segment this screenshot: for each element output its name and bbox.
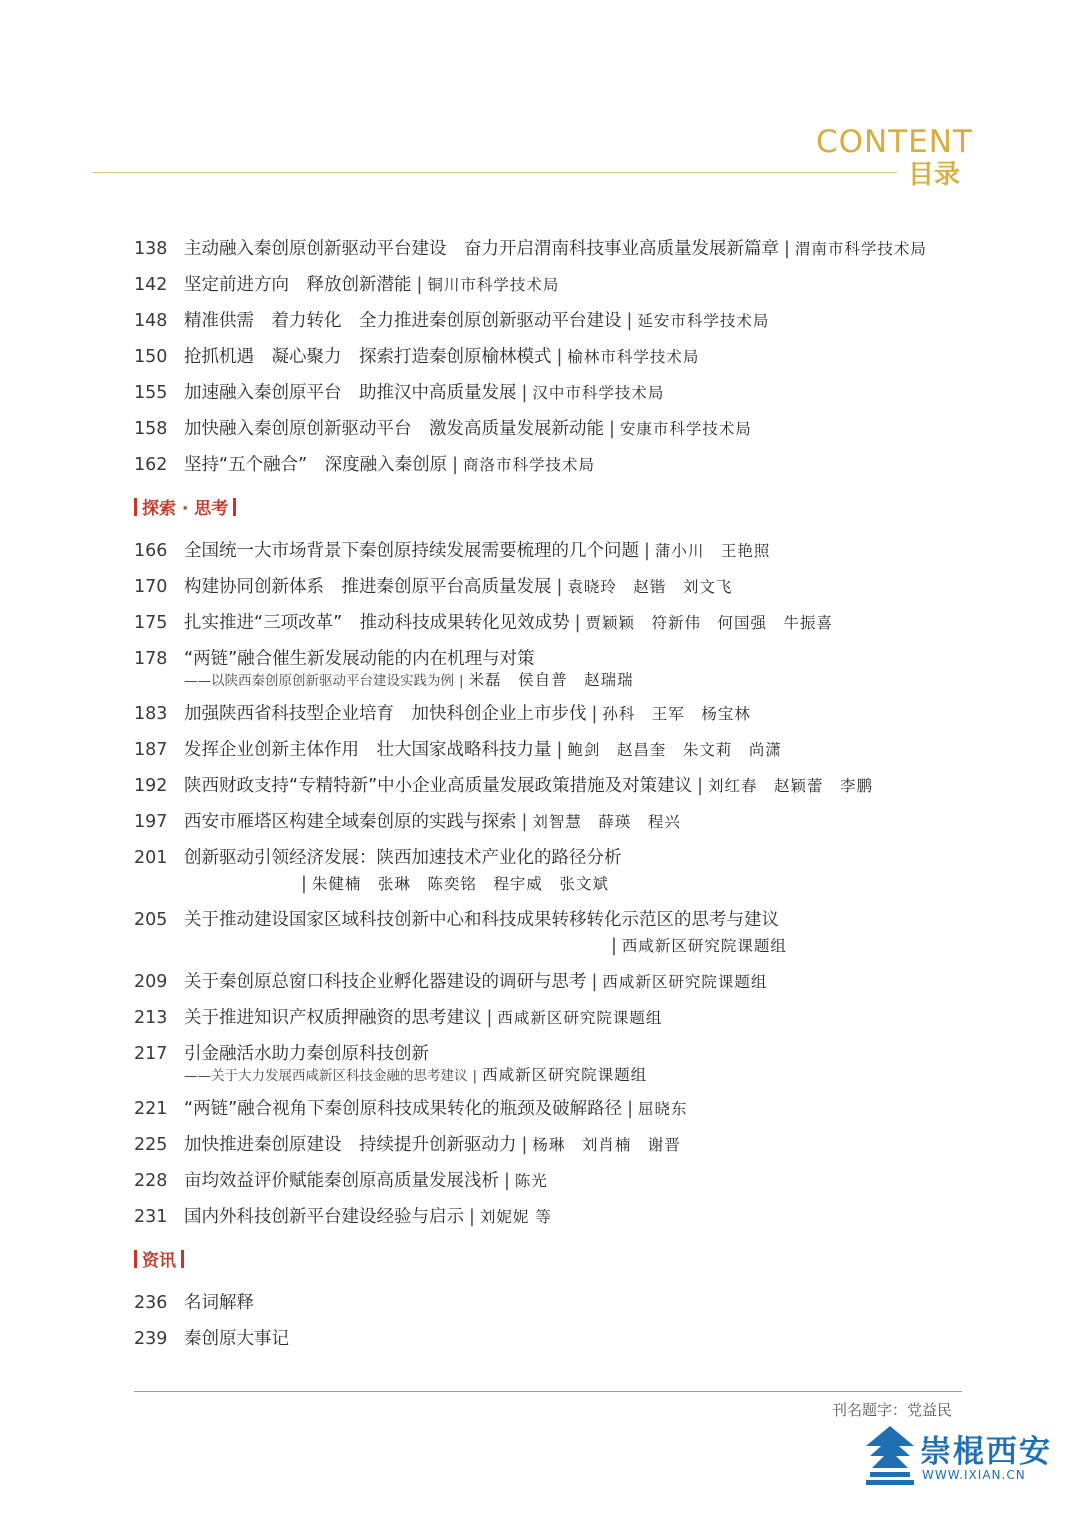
content-title: CONTENT xyxy=(816,124,973,160)
toc-entry[interactable] xyxy=(134,416,974,442)
entry-line xyxy=(184,845,974,871)
entry-line xyxy=(184,809,974,835)
entry-line xyxy=(184,969,974,995)
author-separator: | xyxy=(556,347,563,367)
page-number: 175 xyxy=(134,613,168,633)
article-title: 加强陕西省科技型企业培育 加快科创企业上市步伐 xyxy=(184,704,587,724)
entry-line xyxy=(184,773,974,799)
entry-line xyxy=(184,344,974,370)
toc-group-cities xyxy=(134,236,974,478)
toc-entry[interactable] xyxy=(134,1041,974,1086)
toc-entry[interactable] xyxy=(134,646,974,691)
entry-line xyxy=(184,737,974,763)
article-title: 加快融入秦创原创新驱动平台 激发高质量发展新动能 xyxy=(184,419,604,439)
page-number: 236 xyxy=(134,1293,168,1313)
author-separator: | xyxy=(416,275,423,295)
toc-entry[interactable] xyxy=(134,1168,974,1194)
entry-line xyxy=(184,610,974,636)
author-separator: | xyxy=(611,936,617,956)
author-separator: | xyxy=(301,874,307,894)
article-title: 亩均效益评价赋能秦创原高质量发展浅析 xyxy=(184,1171,499,1191)
page-number: 170 xyxy=(134,577,168,597)
author-separator: | xyxy=(452,455,459,475)
entry-line xyxy=(184,1041,974,1067)
page-number: 148 xyxy=(134,311,168,331)
author-separator: | xyxy=(626,311,633,331)
entry-line xyxy=(184,236,974,262)
article-author: 米磊 侯自普 赵瑞瑞 xyxy=(468,671,634,689)
article-author: 蒲小川 王艳照 xyxy=(654,542,771,560)
entry-line xyxy=(184,416,974,442)
entry-line xyxy=(184,452,974,478)
article-title: 加速融入秦创原平台 助推汉中高质量发展 xyxy=(184,383,517,403)
entry-line xyxy=(184,1168,974,1194)
article-author: 延安市科学技术局 xyxy=(637,312,770,330)
article-subtitle xyxy=(184,670,974,691)
author-separator: | xyxy=(556,740,563,760)
article-title: 坚定前进方向 释放创新潜能 xyxy=(184,275,412,295)
page-number: 187 xyxy=(134,740,168,760)
entry-line xyxy=(184,308,974,334)
article-title: 西安市雁塔区构建全域秦创原的实践与探索 xyxy=(184,812,517,832)
page-number: 142 xyxy=(134,275,168,295)
toc-entry[interactable] xyxy=(134,845,974,897)
author-separator: | xyxy=(486,1008,493,1028)
toc-entry[interactable] xyxy=(134,380,974,406)
page-number: 192 xyxy=(134,776,168,796)
toc-entry[interactable] xyxy=(134,236,974,262)
page-number: 228 xyxy=(134,1171,168,1191)
page-number: 166 xyxy=(134,541,168,561)
article-title: 秦创原大事记 xyxy=(184,1329,289,1349)
entry-line xyxy=(184,1204,974,1230)
article-author: 西咸新区研究院课题组 xyxy=(621,937,787,955)
article-author: 鲍剑 赵昌奎 朱文莉 尚潇 xyxy=(567,741,782,759)
footer-divider xyxy=(134,1391,962,1392)
page-number: 225 xyxy=(134,1135,168,1155)
section-heading-explore: 探索 · 思考 xyxy=(134,498,974,520)
author-line xyxy=(184,933,974,959)
toc-entry[interactable] xyxy=(134,1132,974,1158)
article-author: 孙科 王军 杨宝林 xyxy=(602,705,751,723)
title-calligraphy-credit: 刊名题字：党益民 xyxy=(832,1401,953,1419)
article-title: 创新驱动引领经济发展：陕西加速技术产业化的路径分析 xyxy=(184,848,622,868)
page-number: 231 xyxy=(134,1207,168,1227)
page-number: 217 xyxy=(134,1044,168,1064)
article-author: 刘红春 赵颖蕾 李鹏 xyxy=(708,777,874,795)
entry-line xyxy=(184,646,974,672)
author-separator: | xyxy=(504,1171,510,1191)
article-author: 袁晓玲 赵锴 刘文飞 xyxy=(567,578,733,596)
article-author: 刘妮妮 等 xyxy=(479,1208,552,1226)
author-separator: | xyxy=(784,239,790,259)
author-separator: | xyxy=(644,541,650,561)
page-number: 178 xyxy=(134,649,168,669)
article-author: 商洛市科学技术局 xyxy=(463,456,596,474)
page-number: 183 xyxy=(134,704,168,724)
page-number: 209 xyxy=(134,972,168,992)
entry-line xyxy=(184,272,974,298)
toc-group-news xyxy=(134,1290,974,1352)
article-author: 刘智慧 薛瑛 程兴 xyxy=(532,813,681,831)
toc-entry[interactable] xyxy=(134,452,974,478)
table-of-contents xyxy=(134,236,974,1362)
author-separator: | xyxy=(609,419,615,439)
header-divider xyxy=(92,172,897,173)
article-author: 朱健楠 张琳 陈奕铭 程宇威 张文斌 xyxy=(311,875,609,893)
page-number: 239 xyxy=(134,1329,168,1349)
toc-entry[interactable] xyxy=(134,1290,974,1316)
article-subtitle xyxy=(184,1065,974,1086)
article-author: 西咸新区研究院课题组 xyxy=(482,1066,648,1084)
page-number: 197 xyxy=(134,812,168,832)
toc-group-explore xyxy=(134,538,974,1230)
article-title: 精准供需 着力转化 全力推进秦创原创新驱动平台建设 xyxy=(184,311,622,331)
article-author: 安康市科学技术局 xyxy=(619,420,752,438)
article-author: 汉中市科学技术局 xyxy=(532,384,665,402)
author-separator: | xyxy=(556,577,563,597)
article-author: 铜川市科学技术局 xyxy=(427,276,560,294)
entry-line xyxy=(184,701,974,727)
page-number: 201 xyxy=(134,848,168,868)
watermark-name: 崇棍西安 xyxy=(920,1434,1052,1470)
toc-entry[interactable] xyxy=(134,344,974,370)
entry-line xyxy=(184,380,974,406)
author-separator: | xyxy=(697,776,704,796)
page-number: 213 xyxy=(134,1008,168,1028)
article-title: 关于推进知识产权质押融资的思考建议 xyxy=(184,1008,482,1028)
author-separator: | xyxy=(591,972,598,992)
article-title: 关于推动建设国家区域科技创新中心和科技成果转移转化示范区的思考与建议 xyxy=(184,910,779,930)
toc-entry[interactable] xyxy=(134,272,974,298)
author-separator: | xyxy=(521,812,528,832)
article-title: 加快推进秦创原建设 持续提升创新驱动力 xyxy=(184,1135,517,1155)
author-separator: | xyxy=(469,1207,475,1227)
article-title: “两链”融合视角下秦创原科技成果转化的瓶颈及破解路径 xyxy=(184,1099,623,1119)
article-author: 陈光 xyxy=(514,1172,548,1190)
entry-line xyxy=(184,1326,974,1352)
page-number: 205 xyxy=(134,910,168,930)
author-separator: | xyxy=(521,383,528,403)
toc-entry[interactable] xyxy=(134,737,974,763)
article-author: 西咸新区研究院课题组 xyxy=(602,973,768,991)
toc-entry[interactable] xyxy=(134,538,974,564)
mulu-title: 目录 xyxy=(908,160,961,190)
entry-line xyxy=(184,1096,974,1122)
entry-line xyxy=(184,538,974,564)
article-title: 坚持“五个融合” 深度融入秦创原 xyxy=(184,455,448,475)
toc-entry[interactable] xyxy=(134,907,974,959)
toc-entry[interactable] xyxy=(134,809,974,835)
toc-entry[interactable] xyxy=(134,610,974,636)
author-separator: | xyxy=(521,1135,528,1155)
toc-entry[interactable] xyxy=(134,1326,974,1352)
toc-entry[interactable] xyxy=(134,1204,974,1230)
watermark-url: WWW.IXIAN.CN xyxy=(922,1468,1026,1482)
page-number: 150 xyxy=(134,347,168,367)
toc-entry[interactable] xyxy=(134,308,974,334)
page-number: 138 xyxy=(134,239,168,259)
toc-entry[interactable] xyxy=(134,773,974,799)
article-title: 国内外科技创新平台建设经验与启示 xyxy=(184,1207,464,1227)
subtitle-text: ——以陕西秦创原创新驱动平台建设实践为例 xyxy=(184,673,454,689)
subtitle-text: ——关于大力发展西咸新区科技金融的思考建议 xyxy=(184,1068,468,1084)
entry-line xyxy=(184,1290,974,1316)
article-author: 榆林市科学技术局 xyxy=(567,348,700,366)
site-watermark xyxy=(862,1422,1062,1492)
article-author: 贾颖颖 符新伟 何国强 牛振喜 xyxy=(585,614,834,632)
article-title: 主动融入秦创原创新驱动平台建设 奋力开启渭南科技事业高质量发展新篇章 xyxy=(184,239,779,259)
entry-line xyxy=(184,574,974,600)
entry-line xyxy=(184,1132,974,1158)
page-number: 162 xyxy=(134,455,168,475)
article-title: 名词解释 xyxy=(184,1293,254,1313)
article-author: 西咸新区研究院课题组 xyxy=(497,1009,663,1027)
article-author: 渭南市科学技术局 xyxy=(794,240,927,258)
article-title: 发挥企业创新主体作用 壮大国家战略科技力量 xyxy=(184,740,552,760)
page-number: 221 xyxy=(134,1099,168,1119)
toc-entry[interactable] xyxy=(134,969,974,995)
article-title: 抢抓机遇 凝心聚力 探索打造秦创原榆林模式 xyxy=(184,347,552,367)
article-title: 全国统一大市场背景下秦创原持续发展需要梳理的几个问题 xyxy=(184,541,639,561)
toc-entry[interactable] xyxy=(134,1096,974,1122)
author-line xyxy=(184,871,974,897)
author-separator: | xyxy=(591,704,598,724)
article-author: 屈晓东 xyxy=(638,1100,688,1118)
toc-entry[interactable] xyxy=(134,574,974,600)
article-author: 杨琳 刘肖楠 谢晋 xyxy=(532,1136,681,1154)
author-separator: | xyxy=(472,1068,478,1084)
author-separator: | xyxy=(459,673,464,689)
page-number: 155 xyxy=(134,383,168,403)
entry-line xyxy=(184,907,974,933)
toc-entry[interactable] xyxy=(134,1005,974,1031)
article-title: 关于秦创原总窗口科技企业孵化器建设的调研与思考 xyxy=(184,972,587,992)
article-title: 陕西财政支持“专精特新”中小企业高质量发展政策措施及对策建议 xyxy=(184,776,693,796)
section-heading-news: 资讯 xyxy=(134,1250,974,1272)
entry-line xyxy=(184,1005,974,1031)
article-title: 引金融活水助力秦创原科技创新 xyxy=(184,1044,429,1064)
tower-logo-icon xyxy=(862,1424,918,1486)
article-title: 扎实推进“三项改革” 推动科技成果转化见效成势 xyxy=(184,613,570,633)
author-separator: | xyxy=(574,613,581,633)
article-title: “两链”融合催生新发展动能的内在机理与对策 xyxy=(184,649,535,669)
toc-entry[interactable] xyxy=(134,701,974,727)
page-number: 158 xyxy=(134,419,168,439)
author-separator: | xyxy=(627,1099,634,1119)
article-title: 构建协同创新体系 推进秦创原平台高质量发展 xyxy=(184,577,552,597)
